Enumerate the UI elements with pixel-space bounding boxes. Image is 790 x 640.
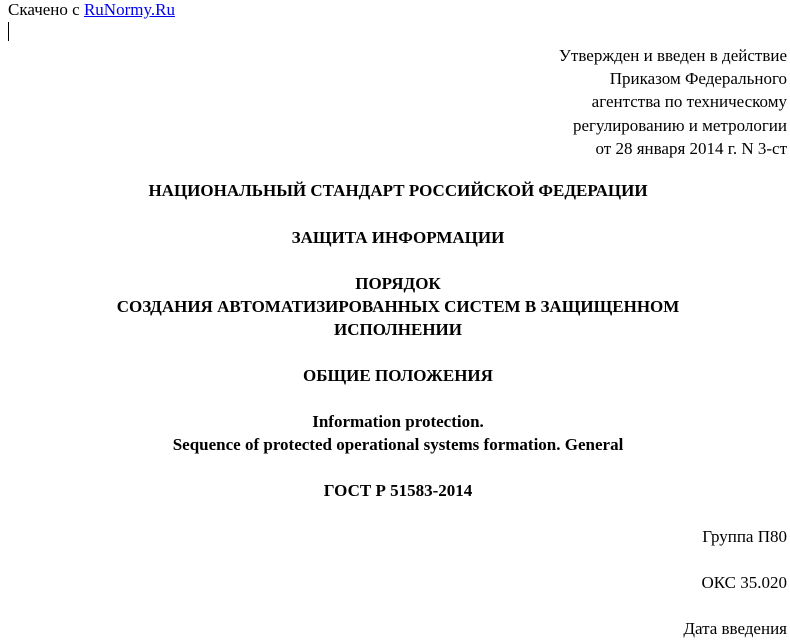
standard-title-text: НАЦИОНАЛЬНЫЙ СТАНДАРТ РОССИЙСКОЙ ФЕДЕРАЦИИ: [148, 181, 648, 200]
source-prefix: Скачено с: [8, 0, 84, 19]
approval-block: [559, 44, 787, 160]
order-heading-line: СОЗДАНИЯ АВТОМАТИЗИРОВАННЫХ СИСТЕМ В ЗАЩИЩЕННОМ: [116, 297, 680, 316]
english-title-line: Information protection.: [312, 412, 484, 431]
oks-code: ОКС 35.020: [701, 573, 787, 592]
subject-heading: [0, 226, 790, 249]
english-title: [0, 410, 790, 456]
approval-line: регулированию и метрологии: [572, 115, 787, 135]
approval-line: агентства по техническому: [591, 92, 787, 112]
runormy-link[interactable]: RuNormy.Ru: [83, 0, 175, 19]
general-heading-text: ОБЩИЕ ПОЛОЖЕНИЯ: [303, 366, 493, 385]
order-heading-line: ПОРЯДОК: [355, 274, 441, 293]
gost-number: [0, 479, 790, 502]
subject-heading-text: ЗАЩИТА ИНФОРМАЦИИ: [291, 228, 505, 247]
order-heading: [0, 272, 790, 341]
order-heading-line: ИСПОЛНЕНИИ: [334, 320, 462, 339]
approval-line: Утвержден и введен в действие: [558, 46, 787, 65]
gost-number-text: ГОСТ Р 51583-2014: [323, 481, 473, 500]
intro-date-label: Дата введения: [683, 619, 787, 638]
text-cursor: [8, 22, 9, 41]
general-heading: [0, 364, 790, 387]
english-title-line: Sequence of protected operational systems formation. General: [172, 435, 624, 454]
approval-line: Приказом Федерального: [609, 69, 787, 89]
source-line: [8, 0, 175, 20]
standard-title: [0, 179, 790, 202]
group-code: Группа П80: [702, 527, 787, 546]
approval-line: от 28 января 2014 г. N 3-ст: [595, 138, 787, 158]
